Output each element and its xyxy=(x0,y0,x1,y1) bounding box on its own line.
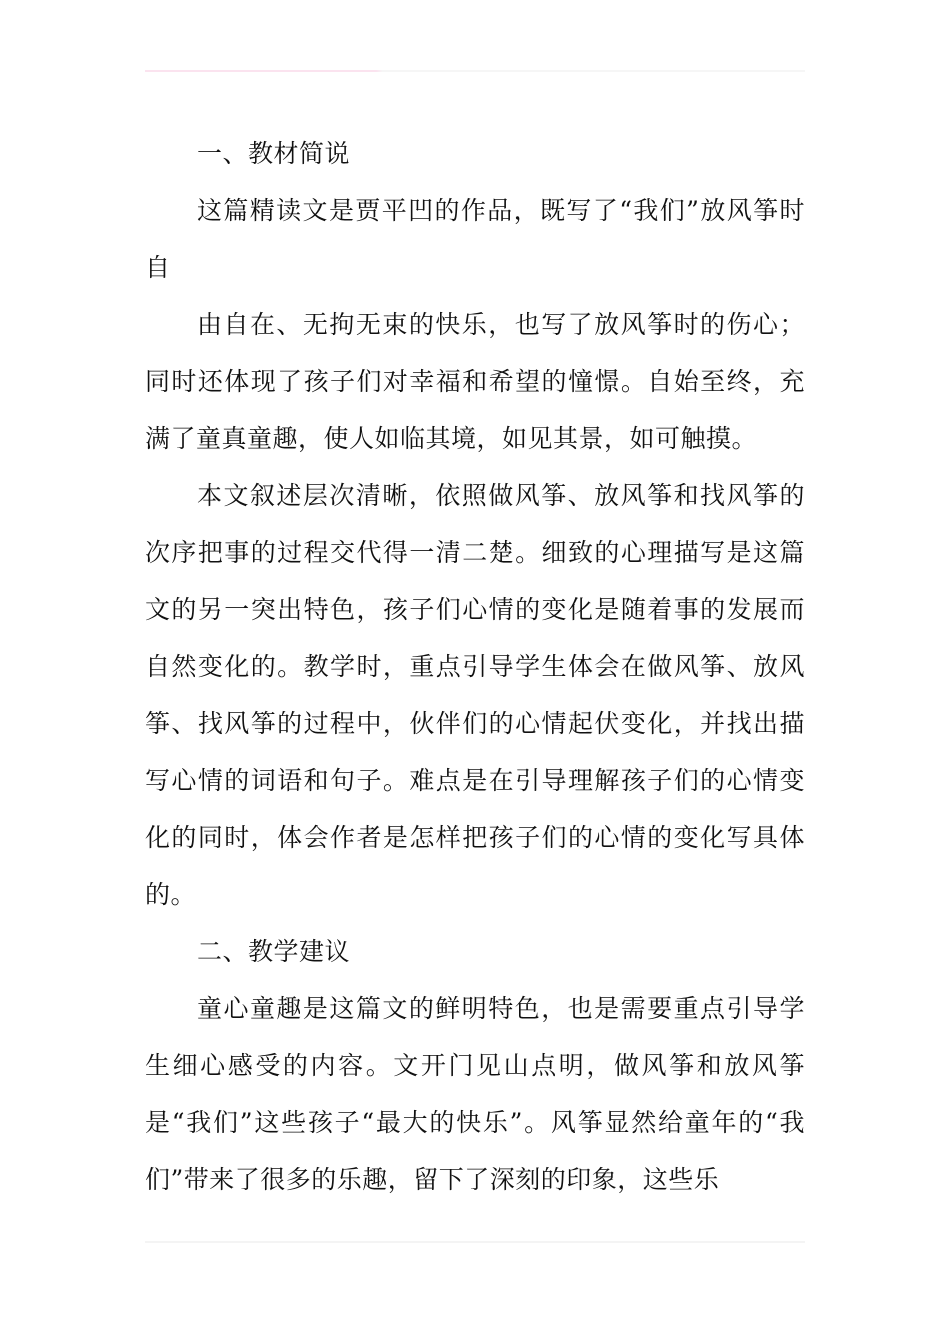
document-body xyxy=(145,125,805,1208)
paragraph: 这篇精读文是贾平凹的作品，既写了“我们”放风筝时自 xyxy=(145,196,805,282)
section-heading: 二、教学建议 xyxy=(197,937,351,966)
footer-divider xyxy=(145,1241,805,1243)
paragraph: 由自在、无拘无束的快乐，也写了放风筝时的伤心；同时还体现了孩子们对幸福和希望的憧憬。自始至终，充满了童真童趣，使人如临其境，如见其景，如可触摸。 xyxy=(145,310,805,453)
paragraph: 童心童趣是这篇文的鲜明特色，也是需要重点引导学生细心感受的内容。文开门见山点明，做风筝和放风筝是“我们”这些孩子“最大的快乐”。风筝显然给童年的“我们”带来了很多的乐趣，留下了深刻的印象，这些乐 xyxy=(145,994,805,1194)
section-heading: 一、教材简说 xyxy=(197,139,351,168)
paragraph: 本文叙述层次清晰，依照做风筝、放风筝和找风筝的次序把事的过程交代得一清二楚。细致的心理描写是这篇文的另一突出特色，孩子们心情的变化是随着事的发展而自然变化的。教学时，重点引导学生体会在做风筝、放风筝、找风筝的过程中，伙伴们的心情起伏变化，并找出描写心情的词语和句子。难点是在引导理解孩子们的心情变化的同时，体会作者是怎样把孩子们的心情的变化写具体的。 xyxy=(145,481,805,909)
header-divider xyxy=(145,70,805,72)
